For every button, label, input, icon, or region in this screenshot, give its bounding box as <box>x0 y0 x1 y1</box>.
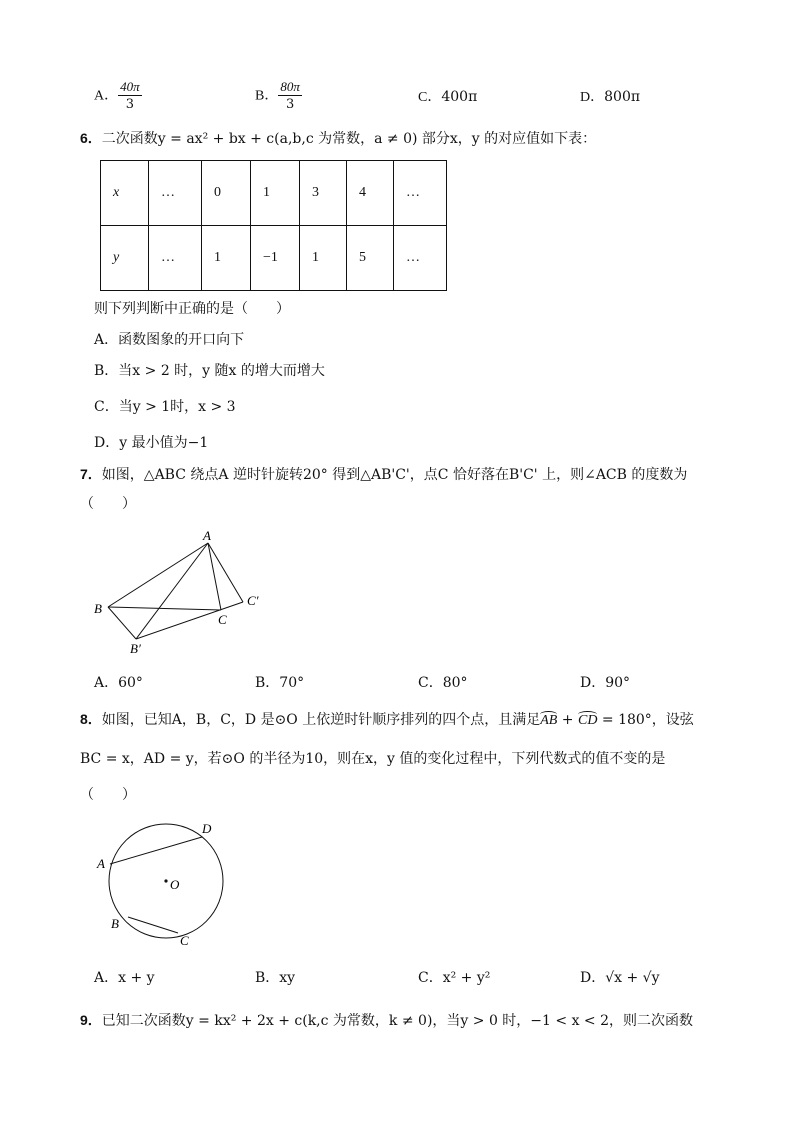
table-cell: … <box>394 161 447 226</box>
table-cell: … <box>394 226 447 291</box>
q8-label-d: D <box>202 821 212 836</box>
q7-label-c-prime: C′ <box>247 593 259 608</box>
q7-stem: 7．如图，△ABC 绕点A 逆时针旋转20° 得到△AB'C'，点C 恰好落在B'C' 上，则∠ACB 的度数为 <box>80 466 688 483</box>
q5-option-b-fraction: $\frac{80\pi}{3}$ <box>280 79 300 112</box>
table-cell: 4 <box>347 161 394 226</box>
q6-prompt: 则下列判断中正确的是（ ） <box>94 301 290 317</box>
q8-stem-line1: 8．如图，已知A，B，C，D 是⊙O 上依逆时针顺序排列的四个点，且满足AB + CD = 180°，设弦 <box>80 711 694 728</box>
q6-value-table <box>100 160 447 291</box>
table-cell: −1 <box>251 226 300 291</box>
table-cell: y <box>101 226 149 291</box>
table-cell: 3 <box>300 161 347 226</box>
table-cell: … <box>149 226 202 291</box>
q8-circle-figure <box>90 818 240 958</box>
table-cell: 1 <box>251 161 300 226</box>
table-cell: x <box>101 161 149 226</box>
q7-option-b: B．70° <box>255 675 305 691</box>
table-row <box>101 226 447 291</box>
q8-option-d: D．√x + √y <box>580 970 660 986</box>
q7-label-b-prime: B′ <box>130 641 141 656</box>
q7-option-c: C．80° <box>418 675 468 691</box>
q6-option-b: B．当x > 2 时，y 随x 的增大而增大 <box>94 363 325 379</box>
q8-option-a: A．x + y <box>94 970 155 986</box>
q5-option-a-fraction: $\frac{40\pi}{3}$ <box>120 79 140 112</box>
q8-label-o: O <box>170 877 180 892</box>
q7-option-a: A．60° <box>94 675 143 691</box>
q6-stem: 6．二次函数y = ax² + bx + c(a,b,c 为常数，a ≠ 0) 部分x，y 的对应值如下表： <box>80 130 597 147</box>
q8-label-b: B <box>111 916 119 931</box>
table-cell: … <box>149 161 202 226</box>
q7-label-c: C <box>218 612 227 627</box>
q8-stem-line2: BC = x，AD = y，若⊙O 的半径为10，则在x，y 值的变化过程中，下列代数式的值不变的是 <box>80 751 666 767</box>
q8-option-c: C．x² + y² <box>418 970 491 986</box>
q6-option-a: A．函数图象的开口向下 <box>94 332 245 348</box>
q5-option-c: C．400π <box>418 89 478 105</box>
q7-answer-paren: （ ） <box>80 496 136 512</box>
q7-label-a: A <box>203 528 211 543</box>
table-cell: 0 <box>202 161 251 226</box>
q8-label-a: A <box>97 856 105 871</box>
q8-option-b: B．xy <box>255 970 296 986</box>
table-row <box>101 161 447 226</box>
q7-option-d: D．90° <box>580 675 631 691</box>
table-cell: 5 <box>347 226 394 291</box>
table-cell: 1 <box>202 226 251 291</box>
table-cell: 1 <box>300 226 347 291</box>
q6-option-c: C．当y > 1时，x > 3 <box>94 399 236 415</box>
arc-cd: CD <box>578 713 598 728</box>
q8-label-c: C <box>180 933 189 948</box>
q5-option-d: D．800π <box>580 89 641 105</box>
q8-answer-paren: （ ） <box>80 787 136 803</box>
arc-ab: AB <box>540 713 558 728</box>
q9-stem: 9．已知二次函数y = kx² + 2x + c(k,c 为常数，k ≠ 0)，当y > 0 时，−1 < x < 2，则二次函数 <box>80 1012 694 1029</box>
q7-triangle-figure <box>90 528 270 658</box>
q6-option-d: D．y 最小值为−1 <box>94 435 209 451</box>
q5-option-b: B． $\frac{80\pi}{3}$ <box>255 79 300 112</box>
q7-label-b: B <box>94 601 102 616</box>
q5-option-a: A． $\frac{40\pi}{3}$ <box>94 79 140 112</box>
